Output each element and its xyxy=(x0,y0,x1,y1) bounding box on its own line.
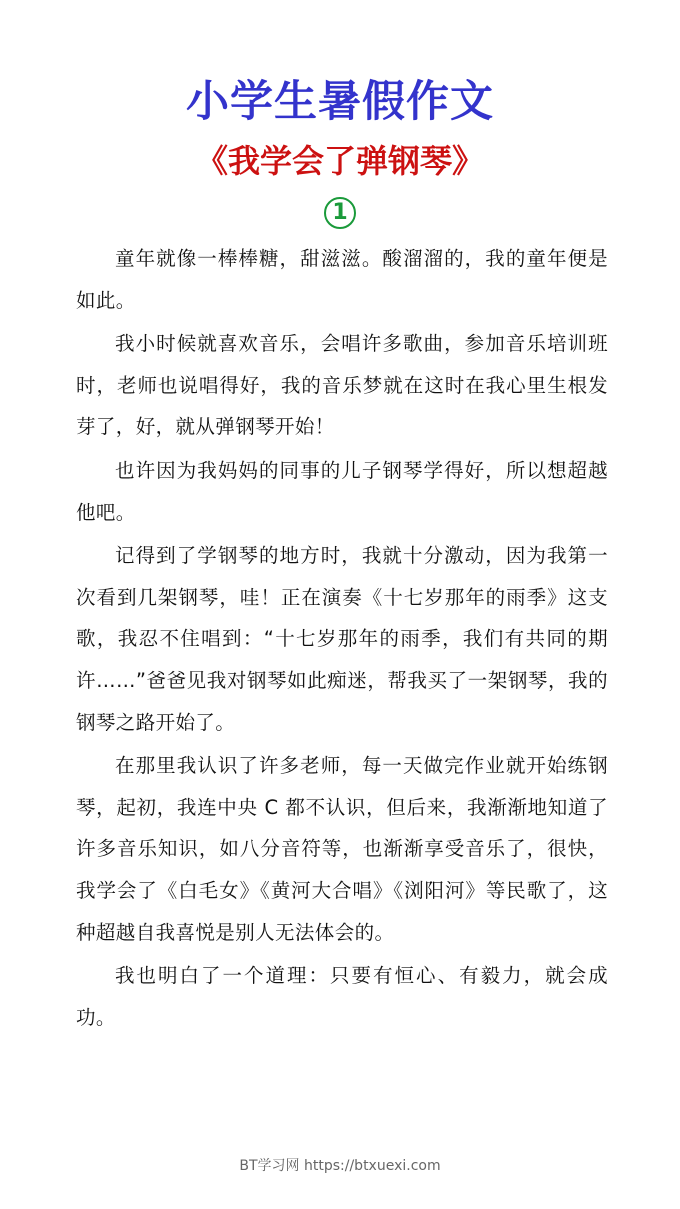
paragraph: 童年就像一棒棒糖，甜滋滋。酸溜溜的，我的童年便是如此。 xyxy=(76,247,608,312)
paragraph: 在那里我认识了许多老师，每一天做完作业就开始练钢琴，起初，我连中央 C 都不认识，但后来，我渐渐地知道了许多音乐知识，如八分音符等，也渐渐享受音乐了，很快，我学会了《白毛女》《黄河大合唱》《浏阳河》等民歌了，这种超越自我喜悦是别人无法体会的。 xyxy=(76,754,608,944)
paragraph: 也许因为我妈妈的同事的儿子钢琴学得好，所以想超越他吧。 xyxy=(76,458,608,524)
section-number-badge: 1 xyxy=(324,197,356,229)
paragraph: 我也明白了一个道理：只要有恒心、有毅力，就会成功。 xyxy=(76,964,608,1029)
footer-watermark: BT学习网 https://btxuexi.com xyxy=(239,1158,441,1174)
essay-title: 《我学会了弹钢琴》 xyxy=(195,142,484,180)
paragraph: 记得到了学钢琴的地方时，我就十分激动，因为我第一次看到几架钢琴，哇！正在演奏《十七岁那年的雨季》这支歌，我忍不住唱到：“十七岁那年的雨季，我们有共同的期许……”爸爸见我对钢琴如此痴迷，帮我买了一架钢琴，我的钢琴之路开始了。 xyxy=(76,544,608,734)
document-title: 小学生暑假作文 xyxy=(186,77,494,127)
paragraph: 我小时候就喜欢音乐，会唱许多歌曲，参加音乐培训班时，老师也说唱得好，我的音乐梦就在这时在我心里生根发芽了，好，就从弹钢琴开始！ xyxy=(76,332,608,439)
essay-body xyxy=(76,238,608,1040)
